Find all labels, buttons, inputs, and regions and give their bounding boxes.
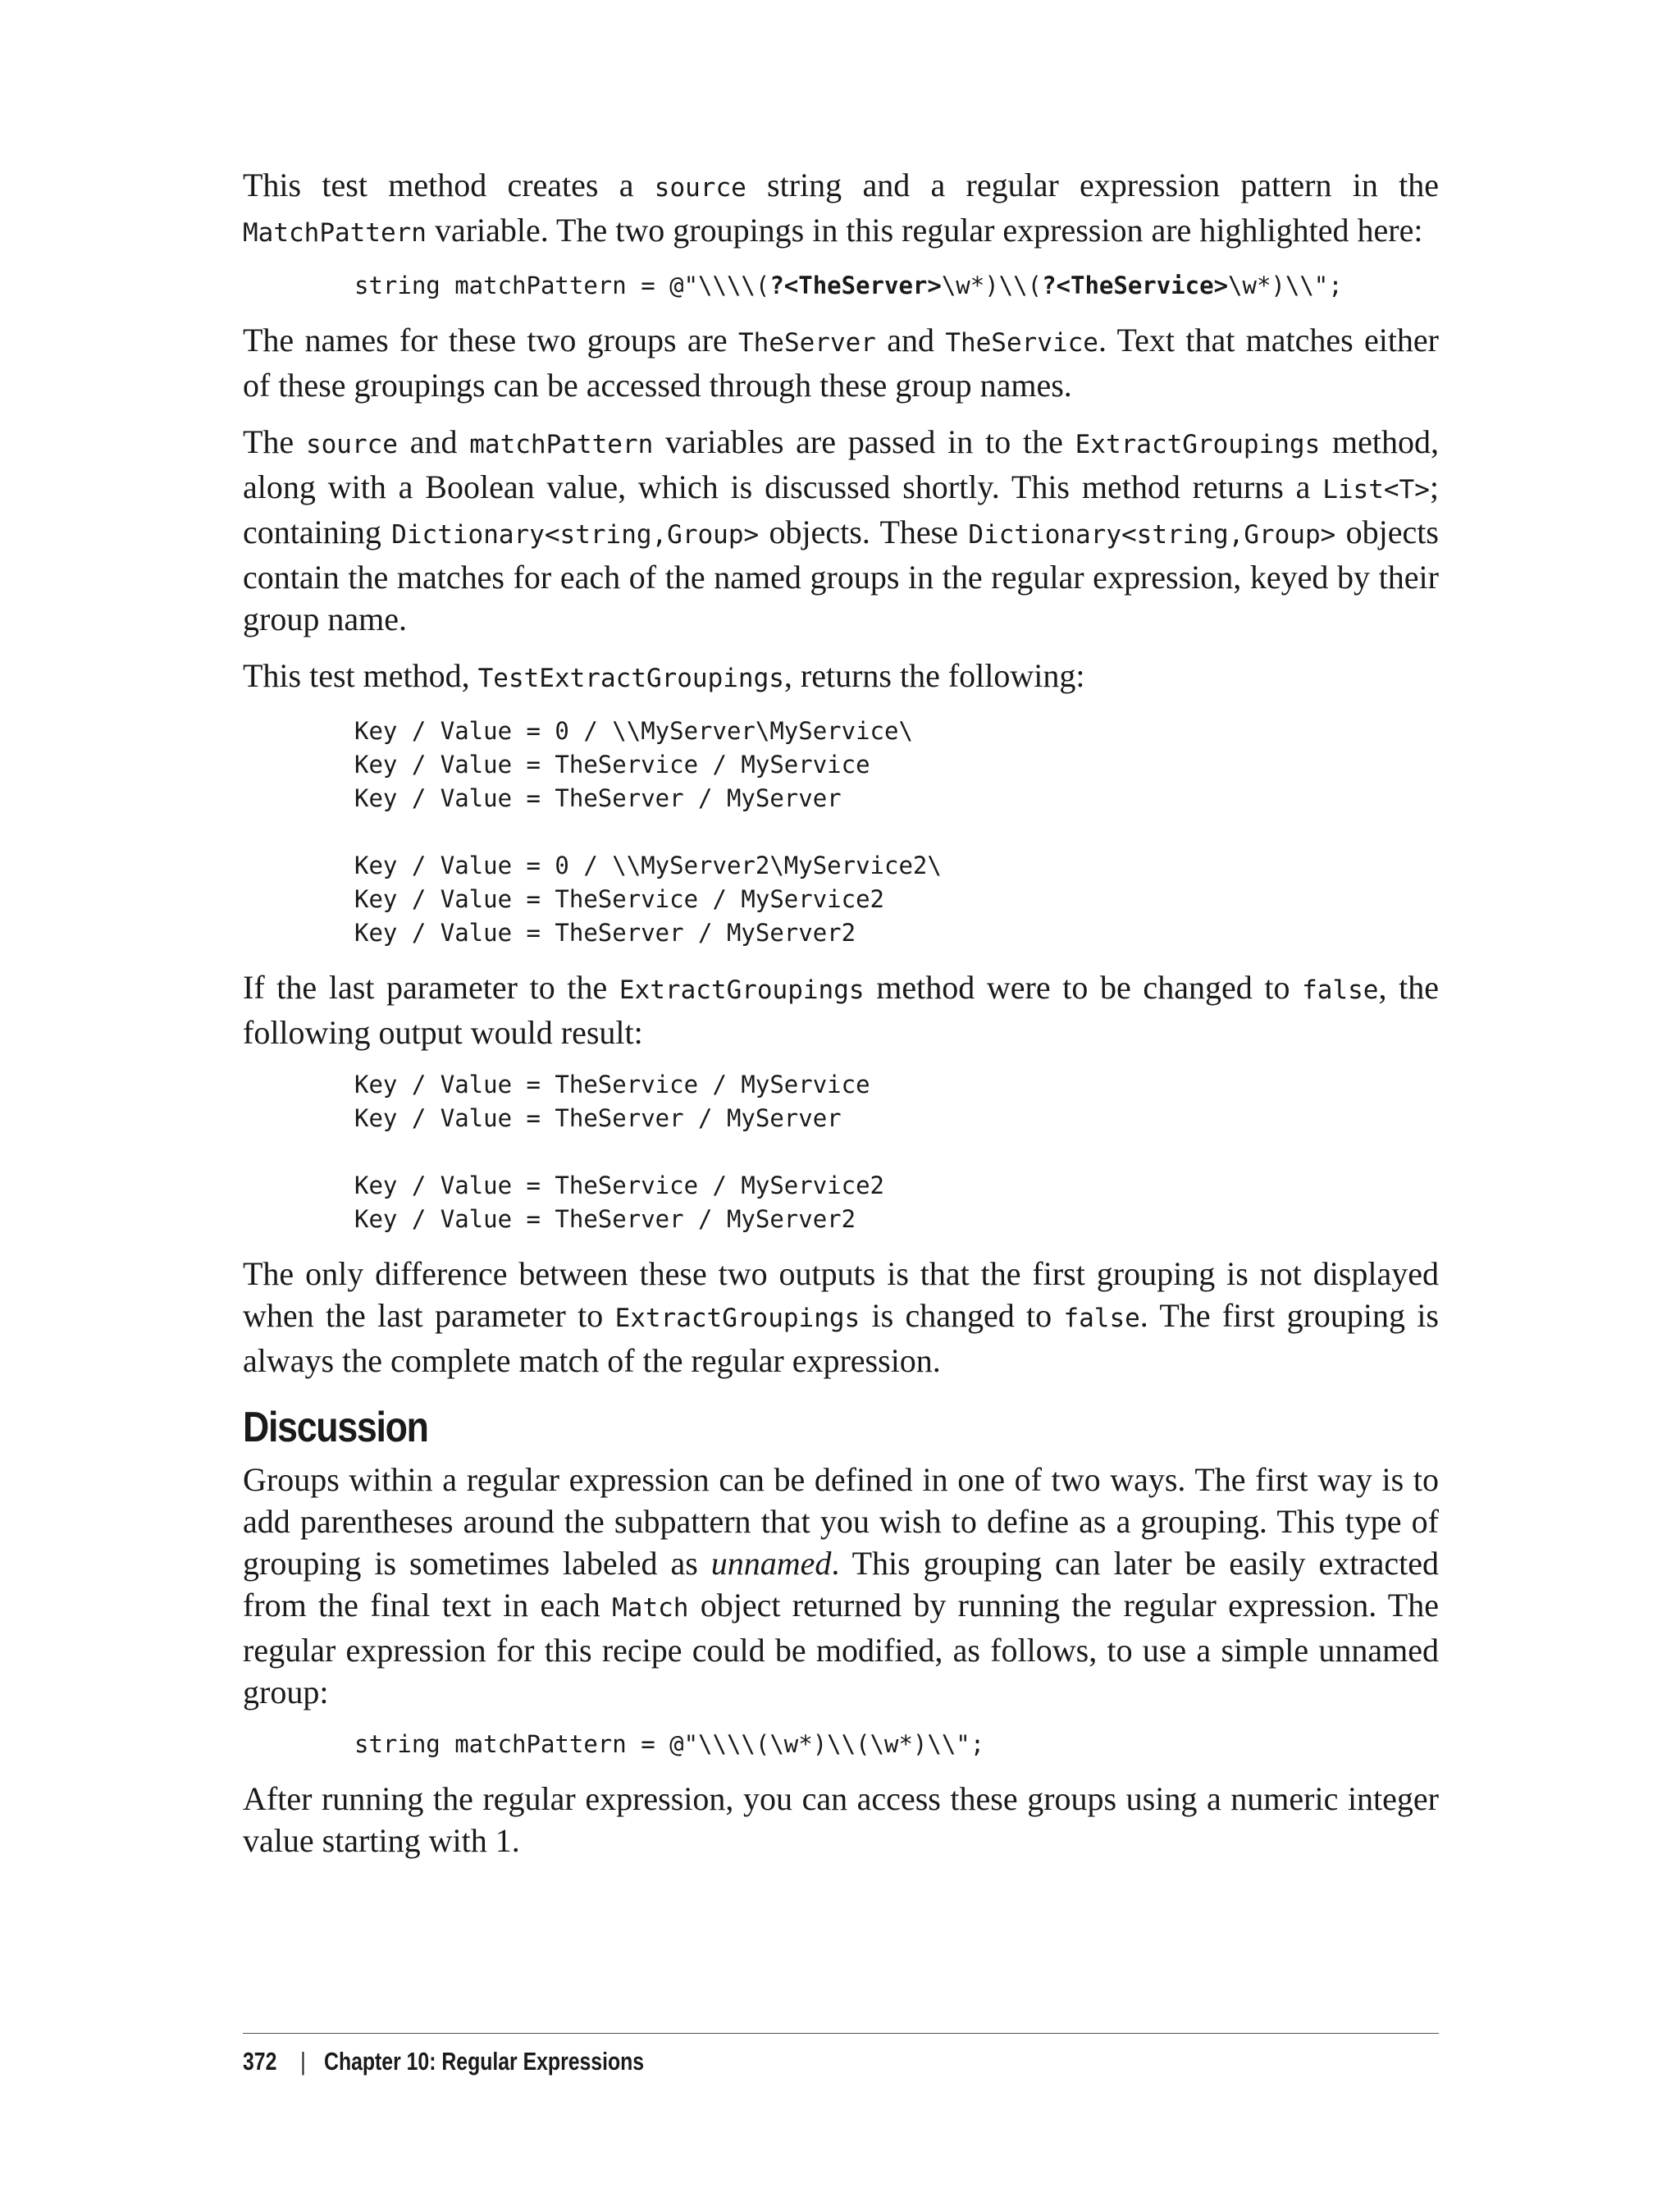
paragraph-difference: The only difference between these two outputs is that the first grouping is not displayed when the last parameter to ExtractGroupings is changed to false. The first grouping is always the complete match of the regular expression. <box>243 1255 1439 1379</box>
code-block-output-false <box>354 1068 1439 1236</box>
footer-separator: | <box>300 2047 306 2076</box>
paragraph-group-names: The names for these two groups are TheServer and TheService. Text that matches either of these groupings can be accessed through these group names. <box>243 322 1440 404</box>
inline-code: List<T> <box>1322 475 1430 505</box>
highlighted-group-name: ?<TheServer> <box>769 272 942 299</box>
section-heading-discussion: Discussion <box>243 1404 428 1451</box>
inline-code: TheServer <box>737 328 876 358</box>
paragraph-numeric-access: After running the regular expression, you can access these groups using a numeric integer value starting with 1. <box>243 1780 1439 1859</box>
output-line: Key / Value = TheServer / MyServer <box>354 1104 842 1132</box>
page-content <box>243 164 1439 1876</box>
output-line: Key / Value = TheServer / MyServer2 <box>354 919 856 947</box>
inline-code: TestExtractGroupings <box>477 664 784 693</box>
paragraph-extract-method: The source and matchPattern variables are passed in to the ExtractGroupings method, along with a Boolean value, which is discussed shortly. This method returns a List<T>; containing Dictionary<string,Group> objects. These Dictionary<string,Group> objects contain the matches for each of the named groups in the regular expression, keyed by their group name. <box>243 423 1440 637</box>
code-block-unnamed-pattern: string matchPattern = @"\\\\(\w*)\\(\w*)\\"; <box>354 1730 985 1758</box>
page-number: 372 <box>243 2047 277 2076</box>
inline-code: Dictionary<string,Group> <box>968 520 1336 550</box>
highlighted-group-name: ?<TheService> <box>1042 272 1229 299</box>
inline-code: Match <box>612 1593 689 1623</box>
output-line: Key / Value = TheService / MyService2 <box>354 1172 885 1199</box>
output-line: Key / Value = TheService / MyService <box>354 751 870 779</box>
inline-code: ExtractGroupings <box>614 1304 861 1333</box>
inline-code: ExtractGroupings <box>1075 430 1321 459</box>
inline-code: source <box>654 173 746 203</box>
code-block-named-pattern: string matchPattern = @"\\\\(?<TheServer>\w*)\\(?<TheService>\w*)\\"; <box>354 272 1343 299</box>
inline-code: false <box>1302 975 1379 1005</box>
page-footer <box>243 2033 1439 2076</box>
output-line: Key / Value = 0 / \\MyServer\MyService\ <box>354 717 913 745</box>
paragraph-test-returns: This test method, TestExtractGroupings, returns the following: <box>243 657 1085 694</box>
output-line: Key / Value = TheService / MyService2 <box>354 885 885 913</box>
inline-code: MatchPattern <box>243 218 427 248</box>
inline-code: source <box>305 430 398 459</box>
paragraph-intro: This test method creates a source string and a regular expression pattern in the MatchPattern variable. The two groupings in this regular expression are highlighted here: <box>243 167 1439 249</box>
output-line: Key / Value = TheServer / MyServer <box>354 784 842 812</box>
inline-code: ExtractGroupings <box>619 975 865 1005</box>
inline-code: Dictionary<string,Group> <box>391 520 760 550</box>
chapter-title: Chapter 10: Regular Expressions <box>324 2047 645 2076</box>
inline-code: TheService <box>945 328 1098 358</box>
code-block-output-true <box>354 715 1439 950</box>
output-line: Key / Value = TheService / MyService <box>354 1071 870 1098</box>
paragraph-last-parameter: If the last parameter to the ExtractGroupings method were to be changed to false, the following output would result: <box>243 969 1440 1051</box>
emphasis: unnamed <box>710 1545 832 1582</box>
paragraph-groups-defined: Groups within a regular expression can be defined in one of two ways. The first way is to add parentheses around the subpattern that you wish to define as a grouping. This type of grouping is sometimes labeled as unnamed. This grouping can later be easily extracted from the final text in each Match object returned by running the regular expression. The regular expression for this recipe could be modified, as follows, to use a simple unnamed group: <box>243 1461 1440 1710</box>
output-line: Key / Value = TheServer / MyServer2 <box>354 1205 856 1233</box>
inline-code: false <box>1063 1304 1140 1333</box>
output-line: Key / Value = 0 / \\MyServer2\MyService2\ <box>354 852 942 879</box>
inline-code: matchPattern <box>469 430 654 459</box>
